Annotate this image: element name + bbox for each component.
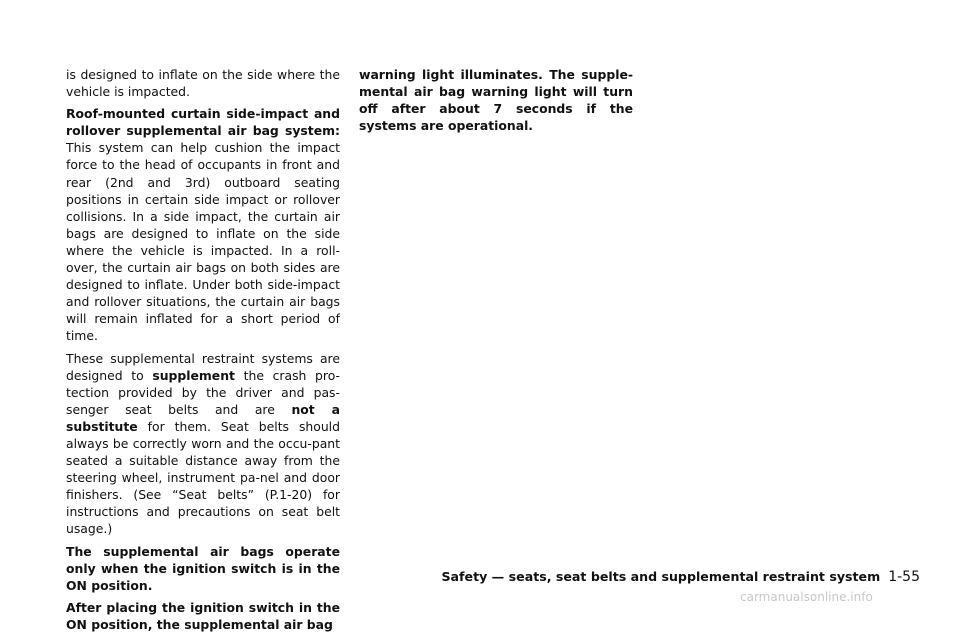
supplemental-text-e: for them. Seat belts should always be correctly worn and the occu-pant seated a suitable distance away from the steering wheel, instrument pa-nel and door finishers. (See “Seat belts” (P.1-20) for instructions and precautions on seat belt usage.) — [66, 418, 340, 537]
curtain-air-bag-body: This system can help cushion the impact force to the head of occupants in front and rear (2nd and 3rd) outboard seating positions in certain side impact or rollover collisions. In a side impact, the curtain air bags are designed to inflate on the side where the vehicle is impacted. In a roll-over, the curtain air bags on both sides are designed to inflate. Under both side-impact and rollover situations, the curtain air bags will remain inflated for a short period of time. — [66, 140, 340, 344]
supplemental-text-c: the crash pro-tection provided by the driver and pas-senger seat belts and are — [66, 367, 340, 417]
paragraph-supplemental-restraint — [66, 350, 340, 538]
paragraph-curtain-air-bag — [66, 105, 340, 344]
curtain-air-bag-heading: Roof-mounted curtain side-impact and rollover supplemental air bag system: — [66, 106, 340, 139]
not-a-substitute-emphasis: not a substitute — [66, 401, 340, 434]
page-number: 1-55 — [888, 569, 920, 585]
supplement-emphasis: supplement — [152, 367, 235, 383]
paragraph-side-inflate: is designed to inflate on the side where the vehicle is impacted. — [66, 67, 340, 100]
paragraph-warning-light: warning light illuminates. The supple-mental air bag warning light will turn off after about 7 seconds if the systems are operational. — [359, 67, 633, 134]
paragraph-after-ignition: After placing the ignition switch in the ON position, the supplemental air bag — [66, 599, 340, 632]
left-column — [66, 66, 340, 638]
watermark: carmanualsonline.info — [740, 590, 873, 604]
right-column — [359, 66, 633, 139]
supplemental-text-a: These supplemental restraint systems are designed to — [66, 350, 340, 383]
page-footer — [420, 569, 920, 585]
paragraph-ignition-on: The supplemental air bags operate only when the ignition switch is in the ON position. — [66, 543, 340, 593]
footer-section-title: Safety — seats, seat belts and supplemental restraint system — [441, 569, 881, 584]
